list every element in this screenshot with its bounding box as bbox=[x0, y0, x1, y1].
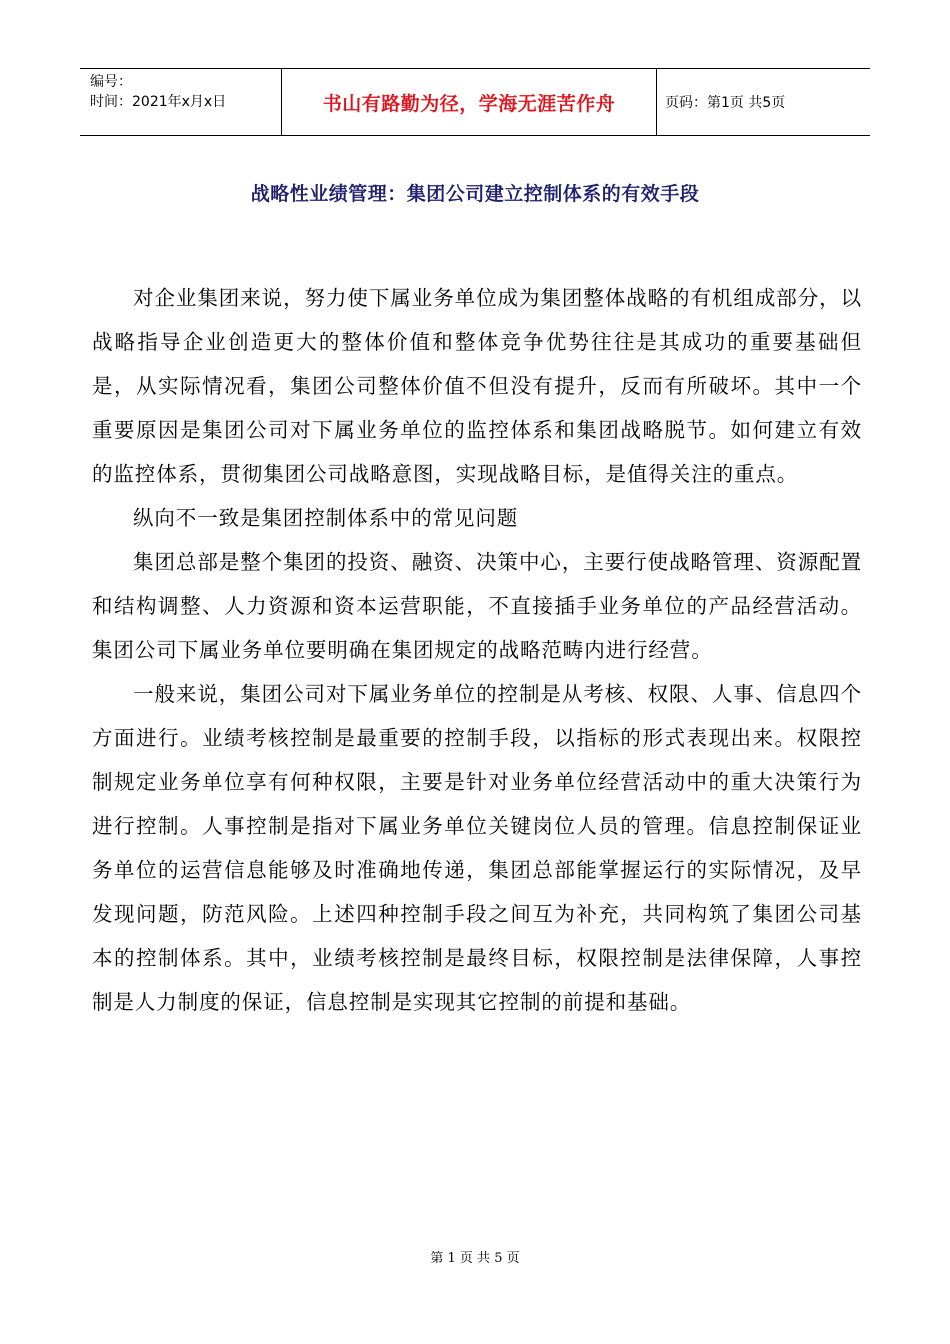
paragraph: 纵向不一致是集团控制体系中的常见问题 bbox=[133, 506, 519, 530]
document-title: 战略性业绩管理：集团公司建立控制体系的有效手段 bbox=[250, 183, 700, 205]
page-footer: 第 1 页 共 5 页 bbox=[430, 1251, 520, 1266]
paragraph: 集团总部是整个集团的投资、融资、决策中心，主要行使战略管理、资源配置和结构调整、人力资源和资本运营职能，不直接插手业务单位的产品经营活动。集团公司下属业务单位要明确在集团规定的战略范畴内进行经营。 bbox=[92, 550, 862, 662]
document-body bbox=[92, 276, 862, 1024]
header-motto: 书山有路勤为径，学海无涯苦作舟 bbox=[281, 69, 657, 135]
paragraph: 一般来说，集团公司对下属业务单位的控制是从考核、权限、人事、信息四个方面进行。业绩考核控制是最重要的控制手段，以指标的形式表现出来。权限控制规定业务单位享有何种权限，主要是针对业务单位经营活动中的重大决策行为进行控制。人事控制是指对下属业务单位关键岗位人员的管理。信息控制保证业务单位的运营信息能够及时准确地传递，集团总部能掌握运行的实际情况，及早发现问题，防范风险。上述四种控制手段之间互为补充，共同构筑了集团公司基本的控制体系。其中，业绩考核控制是最终目标，权限控制是法律保障，人事控制是人力制度的保证，信息控制是实现其它控制的前提和基础。 bbox=[92, 682, 862, 1014]
header-meta bbox=[80, 69, 281, 135]
number-label: 编号： bbox=[90, 74, 132, 90]
header-table bbox=[80, 68, 870, 136]
paragraph: 对企业集团来说，努力使下属业务单位成为集团整体战略的有机组成部分，以战略指导企业创造更大的整体价值和整体竞争优势往往是其成功的重要基础但是，从实际情况看，集团公司整体价值不但没有提升，反而有所破坏。其中一个重要原因是集团公司对下属业务单位的监控体系和集团战略脱节。如何建立有效的监控体系，贯彻集团公司战略意图，实现战略目标，是值得关注的重点。 bbox=[92, 286, 862, 486]
header-page-info: 页码：第1页 共5页 bbox=[665, 95, 786, 111]
time-label: 时间：2021年x月x日 bbox=[90, 94, 227, 110]
